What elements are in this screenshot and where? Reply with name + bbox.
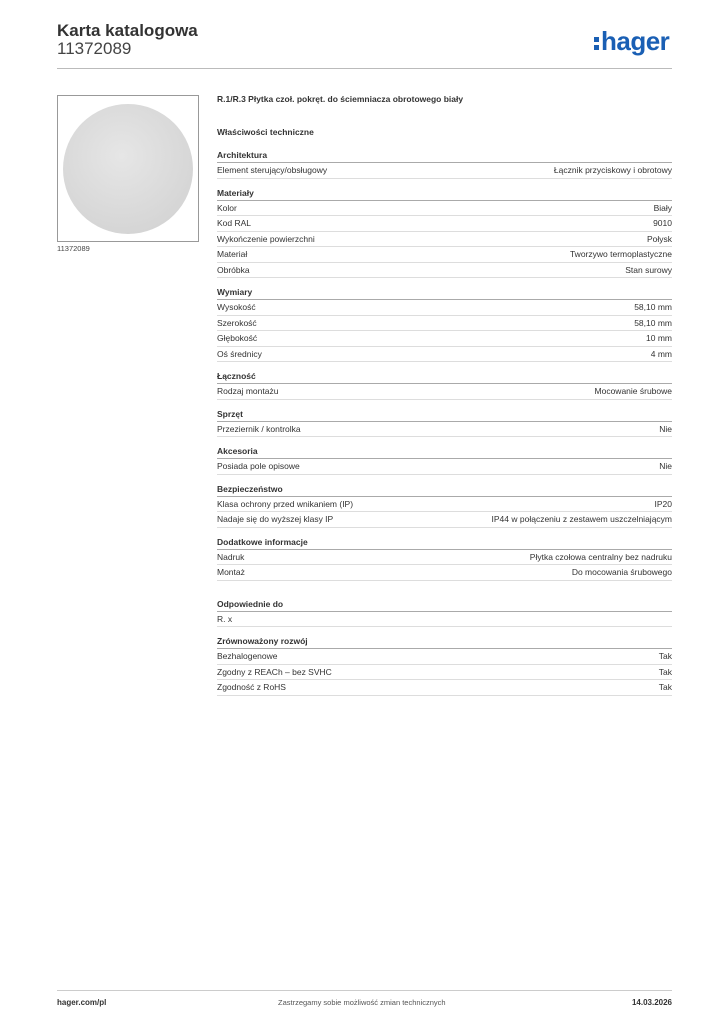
spec-row (217, 263, 672, 279)
spec-label: Kod RAL (217, 218, 252, 228)
spec-value: Płytka czołowa centralny bez nadruku (529, 551, 672, 562)
footer-notice: Zastrzegamy sobie możliwość zmian technicznych (278, 998, 446, 1007)
image-caption: 11372089 (57, 244, 90, 253)
spec-section (217, 599, 672, 628)
spec-row (217, 384, 672, 400)
spec-section (217, 371, 672, 400)
spec-value: 58,10 mm (634, 317, 672, 328)
spec-value: IP20 (654, 498, 672, 509)
spec-section (217, 537, 672, 581)
spec-section (217, 636, 672, 696)
spec-label: Wysokość (217, 302, 256, 312)
spec-label: Klasa ochrony przed wnikaniem (IP) (217, 498, 354, 509)
spec-label: Bezhalogenowe (217, 651, 278, 661)
spec-label: Zgodność z RoHS (217, 682, 286, 692)
spec-label: Nadruk (217, 551, 245, 562)
spec-section (217, 484, 672, 528)
spec-value: Nie (659, 423, 672, 434)
specifications (217, 94, 672, 705)
section-title: Akcesoria (217, 446, 672, 459)
product-number: 11372089 (57, 39, 132, 58)
spec-row (217, 565, 672, 581)
cover-plate-image (63, 104, 193, 234)
spec-value: 4 mm (650, 348, 672, 359)
section-title: Odpowiednie do (217, 599, 672, 612)
spec-value: Stan surowy (625, 264, 672, 275)
product-title: R.1/R.3 Płytka czoł. pokręt. do ściemniacza obrotowego biały (217, 94, 464, 104)
spec-row (217, 665, 672, 681)
section-title: Łączność (217, 371, 672, 384)
spec-value: IP44 w połączeniu z zestawem uszczelniającym (491, 514, 672, 524)
footer-divider (57, 990, 672, 991)
spec-label: Oś średnicy (217, 348, 262, 359)
spec-value: Tworzywo termoplastyczne (569, 249, 672, 259)
spec-label: Posiada pole opisowe (217, 461, 300, 471)
spec-row (217, 216, 672, 232)
logo-dots-icon (594, 34, 599, 53)
spec-value: Tak (658, 682, 672, 692)
properties-title: Właściwości techniczne (217, 127, 314, 137)
spec-row (217, 331, 672, 347)
section-title: Bezpieczeństwo (217, 484, 672, 497)
spec-row (217, 232, 672, 248)
footer-date: 14.03.2026 (631, 998, 672, 1007)
spec-row (217, 680, 672, 696)
section-title: Materiały (217, 188, 672, 201)
spec-label: Montaż (217, 567, 245, 577)
hager-logo (594, 28, 669, 54)
logo-text: hager (601, 26, 670, 56)
spec-value: 10 mm (646, 333, 672, 343)
spec-label: Element sterujący/obsługowy (217, 165, 328, 175)
spec-row (217, 316, 672, 332)
header-divider (57, 68, 672, 69)
spec-label: Nadaje się do wyższej klasy IP (217, 514, 334, 524)
spec-section (217, 188, 672, 279)
spec-section (217, 287, 672, 362)
spec-row (217, 459, 672, 475)
spec-value: Połysk (646, 233, 672, 244)
section-title: Architektura (217, 150, 672, 163)
spec-section (217, 409, 672, 438)
spec-section (217, 150, 672, 179)
spec-value: Do mocowania śrubowego (571, 567, 672, 577)
spec-section (217, 446, 672, 475)
spec-row (217, 649, 672, 665)
spec-value: Nie (659, 461, 672, 471)
spec-row (217, 347, 672, 363)
spec-row (217, 201, 672, 217)
spec-label: Głębokość (217, 333, 258, 343)
spec-label: Materiał (217, 249, 248, 259)
spec-label: Rodzaj montażu (217, 386, 279, 396)
product-image (57, 95, 199, 242)
extra-sections (217, 599, 672, 696)
section-title: Zrównoważony rozwój (217, 636, 672, 649)
spec-label: R. x (217, 613, 233, 624)
spec-row (217, 612, 672, 628)
spec-value: Łącznik przyciskowy i obrotowy (553, 165, 672, 175)
spec-value: Tak (658, 666, 672, 677)
spec-row (217, 163, 672, 179)
spec-value: 9010 (653, 218, 672, 228)
spec-row (217, 497, 672, 513)
spec-row (217, 422, 672, 438)
spec-label: Kolor (217, 202, 237, 213)
spec-value: 58,10 mm (634, 302, 672, 312)
spec-value: Biały (653, 202, 672, 213)
spec-label: Przeziernik / kontrolka (217, 423, 301, 434)
spec-label: Zgodny z REACh – bez SVHC (217, 666, 332, 677)
spec-row (217, 550, 672, 566)
spec-label: Obróbka (217, 264, 250, 275)
spec-sections (217, 150, 672, 581)
spec-row (217, 247, 672, 263)
section-title: Sprzęt (217, 409, 672, 422)
document-title: Karta katalogowa (57, 21, 198, 40)
section-title: Dodatkowe informacje (217, 537, 672, 550)
spec-value: Tak (658, 651, 672, 661)
spec-row (217, 512, 672, 528)
footer-website: hager.com/pl (57, 998, 107, 1007)
spec-value: Mocowanie śrubowe (594, 386, 672, 396)
spec-row (217, 300, 672, 316)
spec-label: Szerokość (217, 317, 257, 328)
section-title: Wymiary (217, 287, 672, 300)
spec-label: Wykończenie powierzchni (217, 233, 315, 244)
